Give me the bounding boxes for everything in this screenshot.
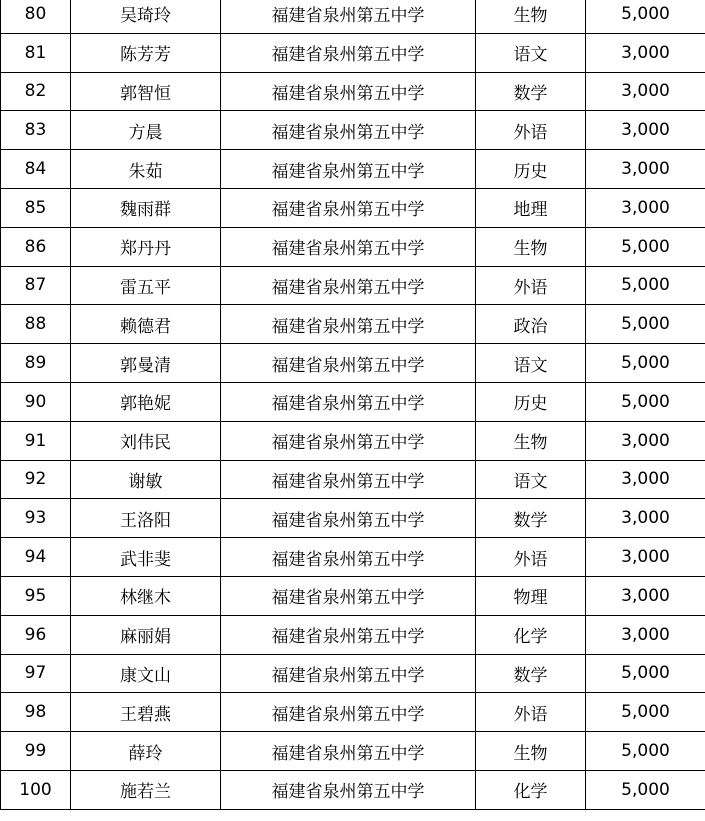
row-number-cell: 81	[1, 33, 71, 72]
table-row	[1, 538, 705, 577]
amount-cell: 5,000	[586, 0, 705, 33]
subject-cell: 化学	[476, 615, 586, 654]
school-cell: 福建省泉州第五中学	[221, 266, 476, 305]
subject-cell: 外语	[476, 538, 586, 577]
name-cell: 郭艳妮	[71, 382, 221, 421]
row-number-cell: 97	[1, 654, 71, 693]
name-cell: 郭曼清	[71, 344, 221, 383]
subject-cell: 语文	[476, 460, 586, 499]
name-cell: 吴琦玲	[71, 0, 221, 33]
subject-cell: 语文	[476, 33, 586, 72]
name-cell: 魏雨群	[71, 188, 221, 227]
name-cell: 王碧燕	[71, 693, 221, 732]
row-number-cell: 88	[1, 305, 71, 344]
subject-cell: 政治	[476, 305, 586, 344]
school-cell: 福建省泉州第五中学	[221, 344, 476, 383]
table-row	[1, 693, 705, 732]
table-row	[1, 732, 705, 771]
row-number-cell: 95	[1, 576, 71, 615]
table-row	[1, 111, 705, 150]
row-number-cell: 85	[1, 188, 71, 227]
row-number-cell: 90	[1, 382, 71, 421]
school-cell: 福建省泉州第五中学	[221, 615, 476, 654]
table-row	[1, 305, 705, 344]
row-number-cell: 98	[1, 693, 71, 732]
table-row	[1, 654, 705, 693]
table-row	[1, 499, 705, 538]
name-cell: 武非斐	[71, 538, 221, 577]
row-number-cell: 83	[1, 111, 71, 150]
table-row	[1, 33, 705, 72]
amount-cell: 3,000	[586, 150, 705, 189]
amount-cell: 3,000	[586, 421, 705, 460]
table-row	[1, 72, 705, 111]
subject-cell: 语文	[476, 344, 586, 383]
row-number-cell: 96	[1, 615, 71, 654]
table-row	[1, 421, 705, 460]
row-number-cell: 100	[1, 770, 71, 809]
name-cell: 郑丹丹	[71, 227, 221, 266]
amount-cell: 3,000	[586, 111, 705, 150]
row-number-cell: 91	[1, 421, 71, 460]
school-cell: 福建省泉州第五中学	[221, 0, 476, 33]
amount-cell: 3,000	[586, 538, 705, 577]
name-cell: 刘伟民	[71, 421, 221, 460]
subject-cell: 生物	[476, 0, 586, 33]
subject-cell: 历史	[476, 382, 586, 421]
amount-cell: 5,000	[586, 266, 705, 305]
amount-cell: 3,000	[586, 576, 705, 615]
school-cell: 福建省泉州第五中学	[221, 538, 476, 577]
table-row	[1, 770, 705, 809]
table-row	[1, 615, 705, 654]
subject-cell: 生物	[476, 732, 586, 771]
row-number-cell: 86	[1, 227, 71, 266]
row-number-cell: 93	[1, 499, 71, 538]
amount-cell: 3,000	[586, 615, 705, 654]
table-row	[1, 266, 705, 305]
row-number-cell: 89	[1, 344, 71, 383]
school-cell: 福建省泉州第五中学	[221, 33, 476, 72]
subject-cell: 化学	[476, 770, 586, 809]
subject-cell: 地理	[476, 188, 586, 227]
table-row	[1, 0, 705, 33]
amount-cell: 5,000	[586, 693, 705, 732]
name-cell: 雷五平	[71, 266, 221, 305]
school-cell: 福建省泉州第五中学	[221, 499, 476, 538]
name-cell: 朱茹	[71, 150, 221, 189]
row-number-cell: 94	[1, 538, 71, 577]
subject-cell: 数学	[476, 654, 586, 693]
table-row	[1, 344, 705, 383]
subject-cell: 生物	[476, 421, 586, 460]
subject-cell: 外语	[476, 693, 586, 732]
name-cell: 王洛阳	[71, 499, 221, 538]
school-cell: 福建省泉州第五中学	[221, 460, 476, 499]
amount-cell: 3,000	[586, 499, 705, 538]
subject-cell: 外语	[476, 111, 586, 150]
school-cell: 福建省泉州第五中学	[221, 382, 476, 421]
school-cell: 福建省泉州第五中学	[221, 576, 476, 615]
school-cell: 福建省泉州第五中学	[221, 188, 476, 227]
amount-cell: 3,000	[586, 72, 705, 111]
table-row	[1, 460, 705, 499]
school-cell: 福建省泉州第五中学	[221, 654, 476, 693]
table-row	[1, 227, 705, 266]
name-cell: 康文山	[71, 654, 221, 693]
amount-cell: 3,000	[586, 188, 705, 227]
amount-cell: 5,000	[586, 654, 705, 693]
amount-cell: 5,000	[586, 770, 705, 809]
table-row	[1, 150, 705, 189]
name-cell: 谢敏	[71, 460, 221, 499]
school-cell: 福建省泉州第五中学	[221, 305, 476, 344]
row-number-cell: 80	[1, 0, 71, 33]
table-row	[1, 576, 705, 615]
subject-cell: 历史	[476, 150, 586, 189]
table-body	[1, 0, 705, 809]
school-cell: 福建省泉州第五中学	[221, 693, 476, 732]
amount-cell: 3,000	[586, 33, 705, 72]
subject-cell: 生物	[476, 227, 586, 266]
name-cell: 赖德君	[71, 305, 221, 344]
school-cell: 福建省泉州第五中学	[221, 72, 476, 111]
amount-cell: 5,000	[586, 382, 705, 421]
amount-cell: 3,000	[586, 460, 705, 499]
name-cell: 施若兰	[71, 770, 221, 809]
school-cell: 福建省泉州第五中学	[221, 421, 476, 460]
row-number-cell: 82	[1, 72, 71, 111]
school-cell: 福建省泉州第五中学	[221, 111, 476, 150]
name-cell: 陈芳芳	[71, 33, 221, 72]
row-number-cell: 99	[1, 732, 71, 771]
table-row	[1, 382, 705, 421]
name-cell: 郭智恒	[71, 72, 221, 111]
amount-cell: 5,000	[586, 305, 705, 344]
row-number-cell: 87	[1, 266, 71, 305]
subject-cell: 外语	[476, 266, 586, 305]
school-cell: 福建省泉州第五中学	[221, 227, 476, 266]
subject-cell: 物理	[476, 576, 586, 615]
name-cell: 麻丽娟	[71, 615, 221, 654]
name-cell: 方晨	[71, 111, 221, 150]
school-cell: 福建省泉州第五中学	[221, 150, 476, 189]
subject-cell: 数学	[476, 72, 586, 111]
school-cell: 福建省泉州第五中学	[221, 770, 476, 809]
subject-cell: 数学	[476, 499, 586, 538]
amount-cell: 5,000	[586, 732, 705, 771]
school-cell: 福建省泉州第五中学	[221, 732, 476, 771]
name-cell: 薛玲	[71, 732, 221, 771]
amount-cell: 5,000	[586, 344, 705, 383]
row-number-cell: 84	[1, 150, 71, 189]
table-row	[1, 188, 705, 227]
amount-cell: 5,000	[586, 227, 705, 266]
row-number-cell: 92	[1, 460, 71, 499]
name-cell: 林继木	[71, 576, 221, 615]
